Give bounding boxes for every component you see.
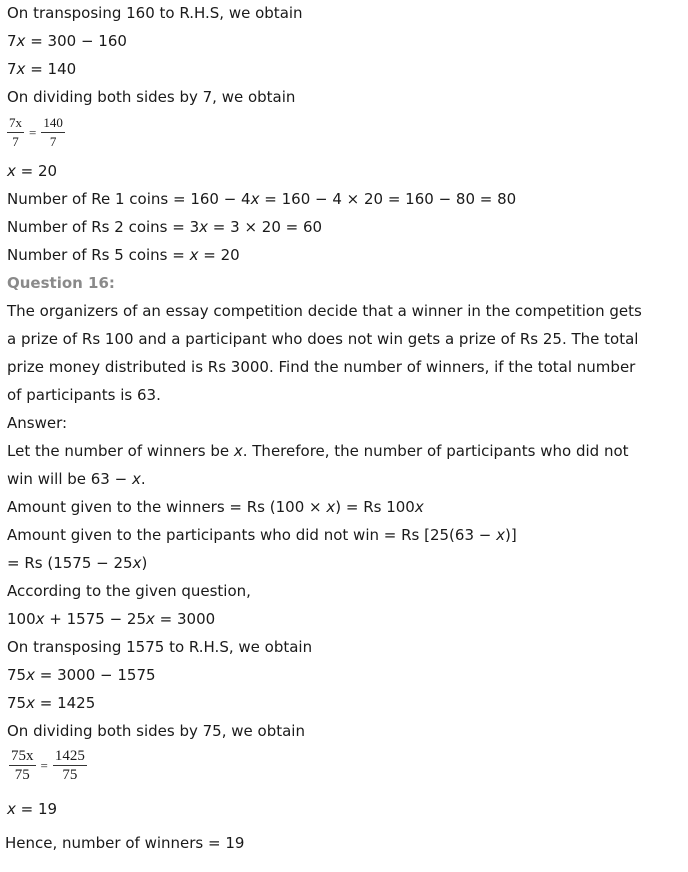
question-heading: Question 16: — [7, 274, 115, 292]
fraction: $\frac{140}{7}$ — [43, 115, 63, 149]
answer-text: = Rs (1575 − 25x) — [7, 554, 148, 572]
question-text: a prize of Rs 100 and a participant who does not win gets a prize of Rs 25. The total — [7, 330, 639, 348]
equation-line: 75x = 3000 − 1575 — [7, 666, 156, 684]
equation-line: Number of Rs 5 coins = x = 20 — [7, 246, 240, 264]
equation-line: x = 19 — [7, 800, 58, 818]
text-line: On transposing 160 to R.H.S, we obtain — [7, 4, 303, 22]
equation-line: 7x = 140 — [7, 60, 77, 78]
fraction-equation: $\frac{75x}{75}$ = $\frac{1425}{75}$ — [11, 748, 85, 783]
answer-text: Let the number of winners be x. Therefore, the number of participants who did not — [7, 442, 629, 460]
question-text: prize money distributed is Rs 3000. Find the number of winners, if the total number — [7, 358, 636, 376]
equation-line: Number of Re 1 coins = 160 − 4x = 160 − 4 × 20 = 160 − 80 = 80 — [7, 190, 517, 208]
equation-line: 75x = 1425 — [7, 694, 96, 712]
fraction: $\frac{75x}{75}$ — [11, 748, 34, 783]
fraction: $\frac{1425}{75}$ — [54, 748, 85, 783]
answer-text: According to the given question, — [7, 582, 251, 600]
question-text: The organizers of an essay competition decide that a winner in the competition gets — [7, 302, 642, 320]
answer-text: On dividing both sides by 75, we obtain — [7, 722, 305, 740]
final-answer: Hence, number of winners = 19 — [5, 834, 245, 852]
answer-label: Answer: — [7, 414, 68, 432]
answer-text: win will be 63 − x. — [7, 470, 146, 488]
answer-text: Amount given to the participants who did not win = Rs [25(63 − x)] — [7, 526, 517, 544]
answer-text: On transposing 1575 to R.H.S, we obtain — [7, 638, 313, 656]
answer-text: Amount given to the winners = Rs (100 × x) = Rs 100x — [7, 498, 424, 516]
equation-line: 7x = 300 − 160 — [7, 32, 127, 50]
equation-line: x = 20 — [7, 162, 58, 180]
fraction: $\frac{7x}{7}$ — [9, 115, 22, 149]
question-text: of participants is 63. — [7, 386, 161, 404]
fraction-equation: $\frac{7x}{7}$ = $\frac{140}{7}$ — [9, 115, 63, 149]
equation-line: Number of Rs 2 coins = 3x = 3 × 20 = 60 — [7, 218, 323, 236]
equation-line: 100x + 1575 − 25x = 3000 — [7, 610, 216, 628]
text-line: On dividing both sides by 7, we obtain — [7, 88, 296, 106]
